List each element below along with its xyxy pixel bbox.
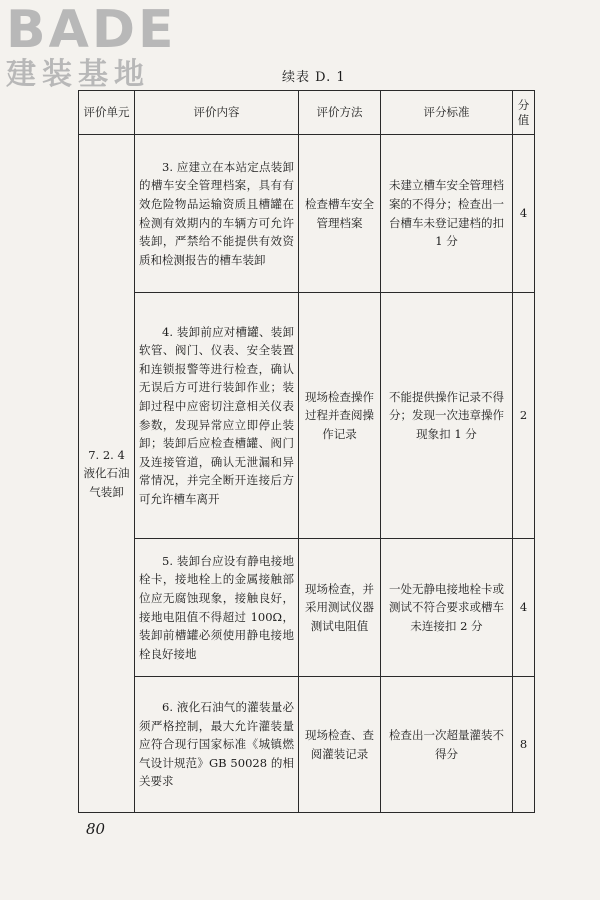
standard-cell: 检查出一次超量灌装不得分	[381, 677, 513, 813]
header-method: 评价方法	[299, 91, 381, 135]
method-cell: 现场检查操作过程并查阅操作记录	[299, 293, 381, 539]
header-standard: 评分标准	[381, 91, 513, 135]
unit-name: 液化石油气装卸	[83, 466, 130, 499]
header-unit: 评价单元	[79, 91, 135, 135]
method-cell: 现场检查，并采用测试仪器测试电阻值	[299, 539, 381, 677]
method-cell: 现场检查、查阅灌装记录	[299, 677, 381, 813]
content-cell: 6. 液化石油气的灌装量必须严格控制，最大允许灌装量应符合现行国家标准《城镇燃气设计规范》GB 50028 的相关要求	[135, 677, 299, 813]
score-cell: 4	[513, 539, 535, 677]
logo-word: BADE	[6, 0, 177, 60]
content-cell: 4. 装卸前应对槽罐、装卸软管、阀门、仪表、安全装置和连锁报警等进行检查，确认无误后方可进行装卸作业；装卸过程中应密切注意相关仪表参数，发现异常应立即停止装卸；装卸后应检查槽罐、阀门及连接管道，确认无泄漏和异常情况，并完全断开连接后方可允许槽车离开	[135, 293, 299, 539]
method-cell: 检查槽车安全管理档案	[299, 135, 381, 293]
score-cell: 2	[513, 293, 535, 539]
unit-code: 7. 2. 4	[88, 447, 125, 462]
table-row	[79, 539, 535, 677]
unit-cell	[79, 135, 135, 813]
evaluation-table	[78, 90, 535, 813]
score-cell: 8	[513, 677, 535, 813]
logo-subtitle: 建装基地	[6, 57, 150, 92]
page-number: 80	[86, 820, 106, 838]
watermark-logo	[6, 0, 196, 92]
table-title: 续表 D. 1	[282, 70, 346, 85]
table-row	[79, 293, 535, 539]
content-cell: 5. 装卸台应设有静电接地栓卡，接地栓上的金属接触部位应无腐蚀现象，接触良好，接地电阻值不得超过 100Ω，装卸前槽罐必须使用静电接地栓良好接地	[135, 539, 299, 677]
table-row	[79, 135, 535, 293]
header-content: 评价内容	[135, 91, 299, 135]
header-score: 分值	[513, 91, 535, 135]
standard-cell: 未建立槽车安全管理档案的不得分；检查出一台槽车未登记建档的扣 1 分	[381, 135, 513, 293]
table-row	[79, 677, 535, 813]
score-cell: 4	[513, 135, 535, 293]
content-cell: 3. 应建立在本站定点装卸的槽车安全管理档案，具有有效危险物品运输资质且槽罐在检测有效期内的车辆方可允许装卸，严禁给不能提供有效资质和检测报告的槽车装卸	[135, 135, 299, 293]
standard-cell: 一处无静电接地栓卡或测试不符合要求或槽车未连接扣 2 分	[381, 539, 513, 677]
header-row	[79, 91, 535, 135]
standard-cell: 不能提供操作记录不得分；发现一次违章操作现象扣 1 分	[381, 293, 513, 539]
